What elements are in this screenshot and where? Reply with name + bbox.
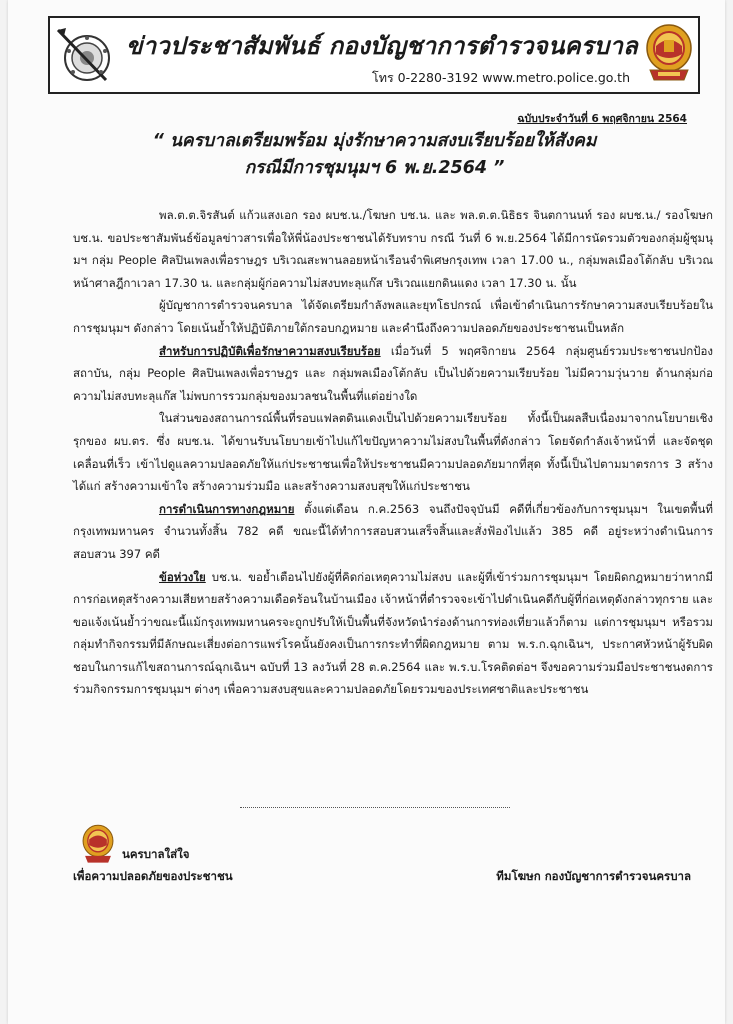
issue-date: ฉบับประจำวันที่ 6 พฤศจิกายน 2564: [517, 113, 687, 125]
headline-line-1: “ นครบาลเตรียมพร้อม มุ่งรักษาความสงบเรียบร้อยให้สังคม: [152, 131, 597, 151]
article-body: [73, 204, 713, 701]
paragraph: [73, 294, 713, 339]
paragraph-text: ผู้บัญชาการตำรวจนครบาล ได้จัดเตรียมกำลังพลและยุทโธปกรณ์ เพื่อเข้าดำเนินการรักษาความสงบเรียบร้อยในการชุมนุมฯ ดังกล่าว โดยเน้นย้ำให้ปฏิบัติภายใต้กรอบกฎหมาย และคำนึงถึงความปลอดภัยของประชาชนเป็นหลัก: [73, 298, 713, 335]
paragraph-text: บช.น. ขอย้ำเตือนไปยังผู้ที่คิดก่อเหตุความไม่สงบ และผู้ที่เข้าร่วมการชุมนุมฯ โดยผิดกฎหมายว่าหากมีการก่อเหตุสร้างความเสียหายสร้างความเดือดร้อนในบ้านเมือง เจ้าหน้าที่ตำรวจจะเข้าไปดำเนินคดีกับผู้ที่ก่อเหตุดังกล่าวทุกราย และ ขอแจ้งเน้นย้ำว่าขณะนี้แม้กรุงเทพมหานครจะถูกปรับให้เป็นพื้นที่จังหวัดนำร่องด้านการท่องเที่ยวแล้วก็ตาม แต่การชุมนุมฯ หรือรวมกลุ่มทำกิจกรรมที่มีลักษณะเสี่ยงต่อการแพร่โรคนั้นยังคงเป็นการกระทำที่ผิดกฎหมาย ตาม พ.ร.ก.ฉุกเฉินฯ, ประกาศหัวหน้าผู้รับผิดชอบในการแก้ไขสถานการณ์ฉุกเฉินฯ ฉบับที่ 13 ลงวันที่ 28 ต.ค.2564 และ พ.ร.บ.โรคติดต่อฯ จึงขอความร่วมมือประชาชนงดการร่วมกิจกรรมการชุมนุมฯ ต่างๆ เพื่อความสงบสุขและความปลอดภัยโดยรวมของประเทศชาติและประชาชน: [73, 569, 713, 697]
paragraph: [73, 566, 713, 702]
paragraph-text: ในส่วนของสถานการณ์พื้นที่รอบแฟลตดินแดงเป็นไปด้วยความเรียบร้อย ทั้งนี้เป็นผลสืบเนื่องมาจากนโยบายเชิงรุกของ ผบ.ตร. ซึ่ง ผบช.น. ได้ขานรับนโยบายเข้าไปแก้ไขปัญหาความไม่สงบในพื้นที่ดังกล่าว โดยจัดกำลังเจ้าหน้าที่ และจัดชุดเคลื่อนที่เร็ว เข้าไปดูแลความปลอดภัยให้แก่ประชาชนเพื่อให้ประชาชนมีความปลอดภัยมากที่สุด ทั้งนี้เป็นไปตามมาตรการ 3 สร้าง ได้แก่ สร้างความเข้าใจ สร้างความร่วมมือ และสร้างความสงบสุขให้แก่ประชาชน: [73, 411, 713, 494]
organization-title: ข่าวประชาสัมพันธ์ กองบัญชาการตำรวจนครบาล: [126, 32, 638, 60]
paragraph: [73, 204, 713, 294]
paragraph-lead: สำหรับการปฏิบัติเพื่อรักษาความสงบเรียบร้อย: [159, 343, 381, 358]
slogan-line-2: เพื่อความปลอดภัยของประชาชน: [73, 869, 233, 883]
slogan-line-1: นครบาลใส่ใจ: [122, 847, 190, 861]
dotted-divider: [240, 807, 510, 808]
paragraph: [73, 498, 713, 566]
headline-line-2: กรณีมีการชุมนุมฯ 6 พ.ย.2564 ”: [244, 158, 505, 178]
paragraph-text: ตั้งแต่เดือน ก.ค.2563 จนถึงปัจจุบันมี คดีที่เกี่ยวข้องกับการชุมนุมฯ ในเขตพื้นที่กรุงเทพมหานคร จำนวนทั้งสิ้น 782 คดี ขณะนี้ได้ทำการสอบสวนเสร็จสิ้นและสั่งฟ้องไปแล้ว 385 คดี อยู่ระหว่างดำเนินการสอบสวน 397 คดี: [73, 501, 713, 561]
press-release-page: [8, 0, 725, 1024]
paragraph-lead: การดำเนินการทางกฎหมาย: [159, 501, 295, 516]
signature: ทีมโฆษก กองบัญชาการตำรวจนครบาล: [496, 869, 691, 883]
letterhead: [48, 16, 700, 94]
paragraph-lead: ข้อห่วงใย: [159, 569, 206, 584]
contact-info: โทร 0-2280-3192 www.metro.police.go.th: [372, 70, 630, 85]
paragraph-text: พล.ต.ต.จิรสันต์ แก้วแสงเอก รอง ผบช.น./โฆษก บช.น. และ พล.ต.ต.นิธิธร จินตกานนท์ รอง ผบช.น./ รองโฆษก บช.น. ขอประชาสัมพันธ์ข้อมูลข่าวสารเพื่อให้พี่น้องประชาชนได้รับทราบ กรณี วันที่ 6 พ.ย.2564 ได้มีการนัดรวมตัวของกลุ่มผู้ชุมนุมฯ กลุ่ม People ศิลปินเพลงเพื่อราษฎร บริเวณสะพานลอยหน้าเรือนจำพิเศษกรุงเทพ เวลา 17.00 น., กลุ่มพลเมืองโต้กลับ บริเวณหน้าศาลฎีกาเวลา 17.30 น. และกลุ่มผู้ก่อความไม่สงบทะลุแก๊ส บริเวณแยกดินแดง เวลา 17.30 น. นั้น: [73, 208, 713, 290]
metropolitan-police-emblem-icon: [81, 823, 115, 867]
paragraph-text: เมื่อวันที่ 5 พฤศจิกายน 2564 กลุ่มศูนย์รวมประชาชนปกป้องสถาบัน, กลุ่ม People ศิลปินเพลงเพื่อราษฎร และ กลุ่มพลเมืองโต้กลับ เป็นไปด้วยความเรียบร้อย ไม่มีความวุ่นวาย ด้านกลุ่มก่อความไม่สงบทะลุแก๊ส ไม่พบการรวมกลุ่มของมวลชนในพื้นที่แต่อย่างใด: [73, 343, 713, 403]
headline: [68, 128, 681, 182]
paragraph: [73, 340, 713, 408]
metropolitan-police-emblem-icon: [644, 22, 694, 86]
paragraph: [73, 407, 713, 497]
police-crest-icon: [54, 24, 116, 86]
